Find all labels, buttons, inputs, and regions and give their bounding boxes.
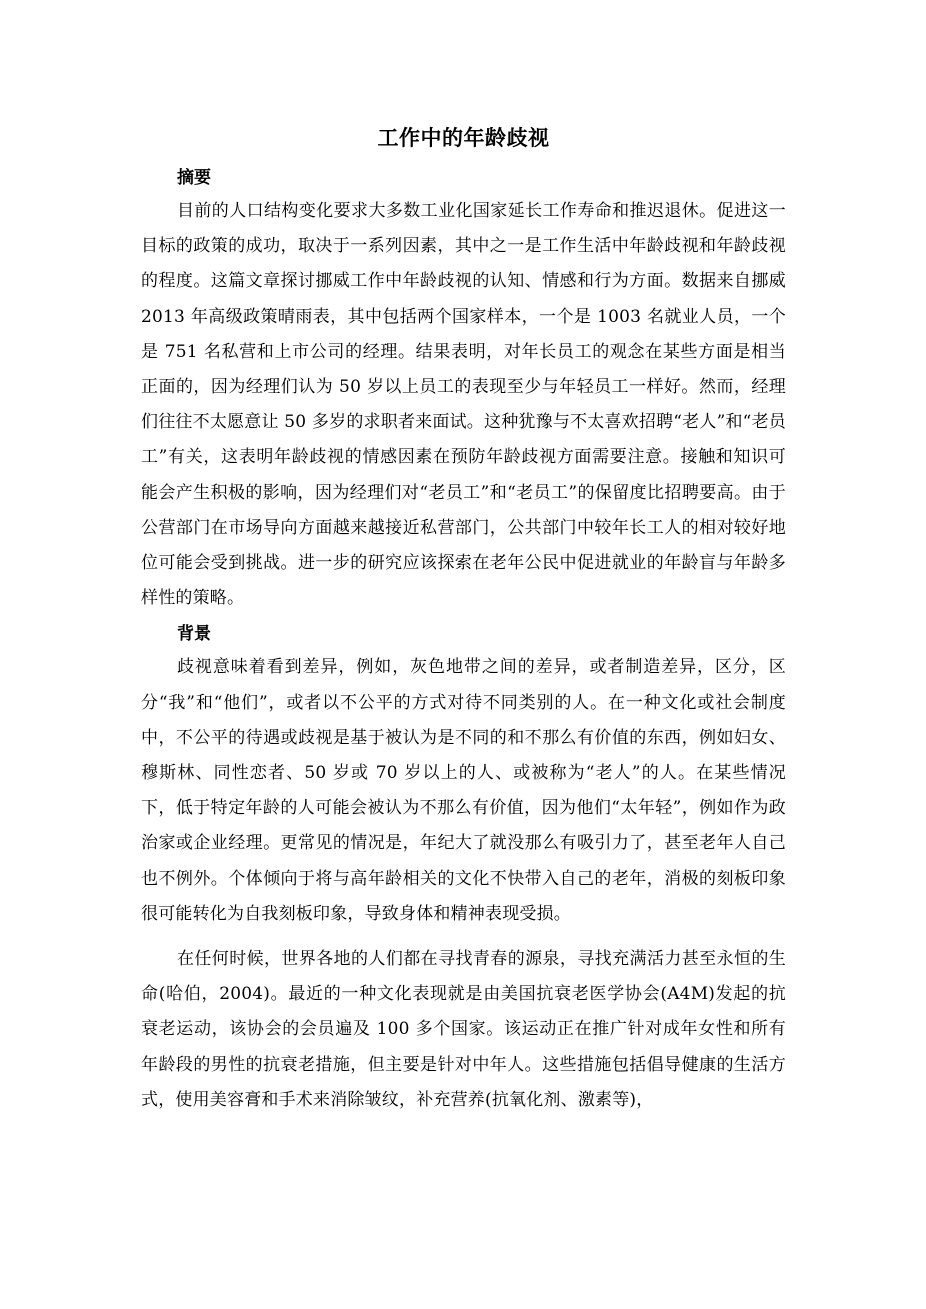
background-paragraph-2: 在任何时候，世界各地的人们都在寻找青春的源泉，寻找充满活力甚至永恒的生命(哈伯，2004)。最近的一种文化表现就是由美国抗衰老医学协会(A4M)发起的抗衰老运动，该协会的会员遍及 100 多个国家。该运动正在推广针对成年女性和所有年龄段的男性的抗衰老措施，但主要是针对中年人。这些措施包括倡导健康的生活方式，使用美容膏和手术来消除皱纹，补充营养(抗氧化剂、激素等)，	[141, 949, 786, 1110]
abstract-paragraph: 目前的人口结构变化要求大多数工业化国家延长工作寿命和推迟退休。促进这一目标的政策的成功，取决于一系列因素，其中之一是工作生活中年龄歧视和年龄歧视的程度。这篇文章探讨挪威工作中年龄歧视的认知、情感和行为方面。数据来自挪威 2013 年高级政策晴雨表，其中包括两个国家样本，一个是 1003 名就业人员，一个是 751 名私营和上市公司的经理。结果表明，对年长员工的观念在某些方面是相当正面的，因为经理们认为 50 岁以上员工的表现至少与年轻员工一样好。然而，经理们往往不太愿意让 50 多岁的求职者来面试。这种犹豫与不太喜欢招聘“老人”和“老员工”有关，这表明年龄歧视的情感因素在预防年龄歧视方面需要注意。接触和知识可能会产生积极的影响，因为经理们对“老员工”和“老员工”的保留度比招聘要高。由于公营部门在市场导向方面越来越接近私营部门，公共部门中较年长工人的相对较好地位可能会受到挑战。进一步的研究应该探索在老年公民中促进就业的年龄盲与年龄多样性的策略。	[141, 201, 786, 609]
background-heading: 背景	[177, 624, 211, 645]
document-title: 工作中的年龄歧视	[377, 126, 550, 150]
document-page	[141, 118, 786, 1118]
background-paragraph-1: 歧视意味着看到差异，例如，灰色地带之间的差异，或者制造差异，区分，区分“我”和“他们”，或者以不公平的方式对待不同类别的人。在一种文化或社会制度中，不公平的待遇或歧视是基于被认为是不同的和不那么有价值的东西，例如妇女、穆斯林、同性恋者、50 岁或 70 岁以上的人、或被称为“老人”的人。在某些情况下，低于特定年龄的人可能会被认为不那么有价值，因为他们“太年轻”，例如作为政治家或企业经理。更常见的情况是，年纪大了就没那么有吸引力了，甚至老年人自己也不例外。个体倾向于将与高年龄相关的文化不快带入自己的老年，消极的刻板印象很可能转化为自我刻板印象，导致身体和精神表现受损。	[141, 657, 786, 924]
abstract-heading: 摘要	[177, 168, 211, 188]
